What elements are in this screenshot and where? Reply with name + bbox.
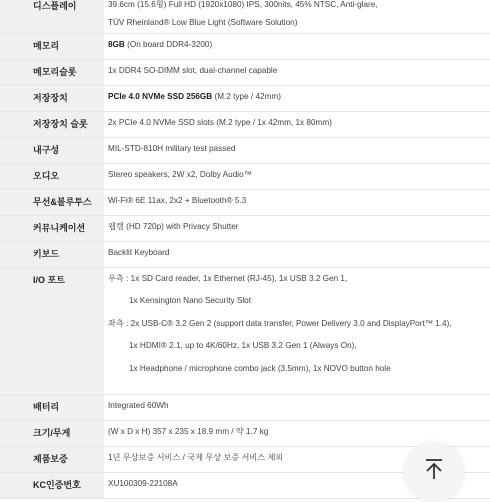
value-line: 1년 무상보증 서비스 / 국제 무상 보증 서비스 제외	[108, 453, 284, 462]
spec-row-battery	[0, 395, 490, 421]
value-line: 좌측 : 2x USB-C® 3.2 Gen 2 (support data transfer, Power Delivery 3.0 and DisplayPort™ 1.4),	[108, 318, 452, 328]
row-value	[104, 190, 490, 215]
value-rest: (M.2 type / 42mm)	[212, 92, 281, 101]
value-line: 1x Kensington Nano Security Slot	[129, 296, 251, 306]
spec-row-display	[0, 0, 490, 34]
value-line: Stereo speakers, 2W x2, Dolby Audio™	[108, 170, 252, 179]
spec-row-audio	[0, 164, 490, 190]
row-label: 커뮤니케이션	[0, 216, 104, 241]
value-line: 39.6cm (15.6형) Full HD (1920x1080) IPS, 300nits, 45% NTSC, Anti-glare,	[108, 0, 378, 9]
value-line: 1x HDMI® 2.1, up to 4K/60Hz, 1x USB 3.2 Gen 1 (Always On),	[129, 341, 357, 351]
value-line: 우측 : 1x SD Card reader, 1x Ethernet (RJ-45), 1x USB 3.2 Gen 1,	[108, 274, 348, 283]
row-value	[104, 268, 490, 394]
row-label: 저장장치	[0, 86, 104, 111]
row-value	[104, 242, 490, 267]
row-label: 저장장치 슬롯	[0, 112, 104, 137]
value-line: 웹캠 (HD 720p) with Privacy Shutter	[108, 222, 239, 231]
row-label: 크기/무게	[0, 421, 104, 446]
row-value	[104, 138, 490, 163]
spec-row-communication	[0, 216, 490, 242]
row-label: I/O 포트	[0, 268, 104, 394]
value-line: XU100309-22108A	[108, 479, 178, 488]
value-rest: (On board DDR4-3200)	[124, 40, 213, 49]
value-line: MIL-STD-810H military test passed	[108, 144, 236, 153]
spec-row-wireless	[0, 190, 490, 216]
spec-row-storage	[0, 86, 490, 112]
value-line: Backlit Keyboard	[108, 248, 170, 257]
row-label: 메모리	[0, 34, 104, 59]
row-value	[104, 60, 490, 85]
row-value	[104, 164, 490, 189]
row-value	[104, 216, 490, 241]
value-line: (W x D x H) 357 x 235 x 18.9 mm / 약 1.7 kg	[108, 427, 269, 436]
value-line: 1x DDR4 SO-DIMM slot, dual-channel capable	[108, 66, 278, 75]
row-label: 키보드	[0, 242, 104, 267]
row-label: 오디오	[0, 164, 104, 189]
spec-row-storage-slot	[0, 112, 490, 138]
row-value	[104, 86, 490, 111]
row-label: KC인증번호	[0, 473, 104, 498]
arrow-up-to-top-icon	[423, 458, 445, 480]
row-label: 내구성	[0, 138, 104, 163]
spec-row-io-ports	[0, 268, 490, 395]
spec-row-memory	[0, 34, 490, 60]
value-line: 2x PCIe 4.0 NVMe SSD slots (M.2 type / 1x 42mm, 1x 80mm)	[108, 118, 332, 127]
spec-row-memory-slot	[0, 60, 490, 86]
spec-row-size-weight	[0, 421, 490, 447]
row-label: 디스플레이	[0, 0, 104, 33]
row-label: 배터리	[0, 395, 104, 420]
scroll-to-top-button[interactable]	[404, 442, 464, 502]
row-value	[104, 34, 490, 59]
row-value	[104, 395, 490, 420]
value-line: Wi-Fi® 6E 11ax, 2x2 + Bluetooth® 5.3	[108, 196, 247, 205]
value-bold: PCIe 4.0 NVMe SSD 256GB	[108, 92, 213, 101]
row-label: 제품보증	[0, 447, 104, 472]
row-value	[104, 112, 490, 137]
value-line: TÜV Rheinland® Low Blue Light (Software Solution)	[108, 18, 298, 28]
value-line: Integrated 60Wh	[108, 401, 169, 410]
row-value	[104, 0, 490, 33]
row-label: 메모리슬롯	[0, 60, 104, 85]
spec-row-keyboard	[0, 242, 490, 268]
value-line: 1x Headphone / microphone combo jack (3.5mm), 1x NOVO button hole	[129, 363, 391, 373]
spec-row-durability	[0, 138, 490, 164]
value-bold: 8GB	[108, 40, 125, 49]
row-label: 무선&블루투스	[0, 190, 104, 215]
